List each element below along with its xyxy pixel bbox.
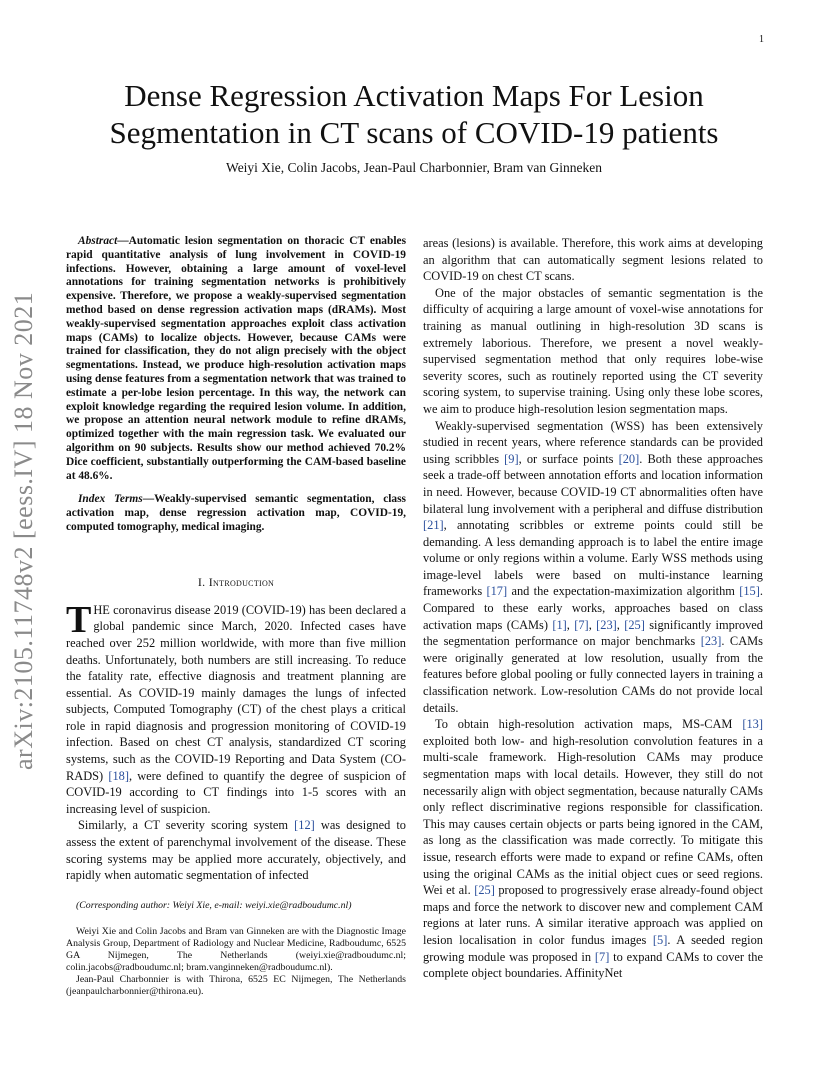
- citation-link[interactable]: [23]: [596, 617, 617, 632]
- citation-link[interactable]: [20]: [618, 451, 640, 466]
- p3-text: and the expectation-maximization algorithm: [507, 584, 740, 599]
- p3-text: ,: [566, 617, 575, 632]
- author-list: Weiyi Xie, Colin Jacobs, Jean-Paul Charbonnier, Bram van Ginneken: [226, 160, 602, 175]
- p3-text: significantly improved the segmentation performance on major benchmarks: [423, 617, 763, 649]
- intro-p2-text-b: was designed to assess the extent of parenchymal involvement of the disease. These scoring systems may be applied more accurately, objectively, and rapidly when automatic segmentation of infected: [66, 818, 406, 883]
- citation-link[interactable]: [5]: [652, 932, 668, 947]
- footnote-affiliation-2: Jean-Paul Charbonnier is with Thirona, 6525 EC Nijmegen, The Netherlands (jeanpaulcharbonnier@thirona.eu).: [66, 973, 406, 997]
- section-heading-introduction: I. Introduction: [197, 574, 275, 589]
- abstract-text: —Automatic lesion segmentation on thoracic CT enables rapid quantitative analysis of lung involvement in COVID-19 infections. However, obtaining a large amount of voxel-level annotations for training segmentation networks is prohibitively expensive. Therefore, we propose a weakly-supervised segmentation method based on dense regression activation maps (dRAMs). Most weakly-supervised segmentation approaches exploit class activation maps (CAMs) to localize objects. However, because CAMs were trained for classification, they do not align precisely with the object segmentations. Instead, we produce high-resolution activation maps using dense features from a segmentation network that was trained to estimate a per-lobe lesion percentage. In this way, the network can exploit knowledge regarding the required lesion volume. In addition, we propose an attention neural network module to refine dRAMs, optimized together with the main regression task. We evaluated our algorithm on 90 subjects. Results show our method achieved 70.2% Dice coefficient, substantially outperforming the CAM-based baseline at 48.6%.: [66, 235, 406, 482]
- p4-text: proposed to progressively erase already-found object maps and force the network to discover new and complement CAM regions at later runs. A similar iterative approach was applied on lesion localisation in color fundus images: [423, 883, 763, 947]
- citation-link[interactable]: [7]: [594, 949, 610, 964]
- p4-text: to expand CAMs to cover the complete object boundaries. AffinityNet: [423, 949, 763, 981]
- p3-text: , or surface points: [518, 451, 619, 466]
- citation-link[interactable]: [25]: [624, 617, 645, 632]
- page-number: 1: [759, 34, 764, 45]
- left-column: [66, 235, 406, 998]
- p3-text: Weakly-supervised segmentation (WSS) has been extensively studied in recent years, where reference standards can be provided using scribbles: [423, 418, 763, 466]
- citation-link[interactable]: [13]: [742, 717, 763, 732]
- intro-p1-text-b: , were defined to quantify the degree of suspicion of COVID-19 according to CT findings into 1-5 scores with an increasing level of suspicion.: [66, 768, 406, 816]
- index-terms: [66, 493, 406, 534]
- p3-text: . CAMs were originally generated at low resolution, usually from the features before global pooling or fully connected layers in training a classification network. Low-resolution CAMs do not provide local details.: [423, 634, 763, 715]
- citation-link[interactable]: [1]: [552, 617, 567, 632]
- right-paragraph-1: areas (lesions) is available. Therefore, this work aims at developing an algorithm that can automatically segment lesions related to COVID-19 on chest CT scans.: [423, 236, 763, 284]
- citation-link[interactable]: [17]: [486, 584, 508, 599]
- right-paragraph-3: [423, 418, 763, 717]
- p4-text: To obtain high-resolution activation maps, MS-CAM: [435, 717, 743, 732]
- citation-link[interactable]: [12]: [294, 818, 315, 833]
- abstract: [66, 235, 406, 483]
- intro-paragraph-1: [66, 598, 406, 818]
- p3-text: ,: [616, 617, 625, 632]
- intro-paragraph-2: [66, 817, 406, 883]
- p4-text: . A seeded region growing module was proposed in: [423, 932, 763, 964]
- footnote-affiliation-1: Weiyi Xie and Colin Jacobs and Bram van Ginneken are with the Diagnostic Image Analysis Group, Department of Radiology and Nuclear Medicine, Radboudumc, 6525 GA Nijmegen, The Netherlands (weiyi.xie@radboudumc.nl; colin.jacobs@radboudumc.nl; bram.vanginneken@radboudumc.nl).: [66, 925, 406, 973]
- citation-link[interactable]: [15]: [739, 584, 760, 599]
- intro-p2-text-a: Similarly, a CT severity scoring system: [78, 818, 295, 833]
- paper-title: Dense Regression Activation Maps For Lesion Segmentation in CT scans of COVID-19 patients: [109, 78, 719, 150]
- citation-link[interactable]: [18]: [108, 768, 129, 783]
- p3-text: ,: [588, 617, 597, 632]
- citation-link[interactable]: [7]: [574, 617, 589, 632]
- p3-text: , annotating scribbles or extreme points could still be demanding. A less demanding approach is to label the entire image volume or only regions within a volume. Early WSS methods using image-level labels were based on multi-instance learning frameworks: [423, 518, 763, 599]
- right-paragraph-2: One of the major obstacles of semantic segmentation is the difficulty of acquiring a large amount of voxel-wise annotations for training as manual outlining in high-resolution 3D scans is extremely laborious. Therefore, we present a novel weakly-supervised segmentation method that only requires lobe-wise severity scores, such as routinely reported using the CT severity scoring system, to supervise training. Using only these lobe scores, we aim to produce high-resolution lesion segmentation maps.: [423, 285, 763, 416]
- right-column: [423, 235, 763, 982]
- p3-text: . Both these approaches seek a trade-off between annotation efforts and location information in need. However, because COVID-19 CT abnormalities often have bilateral lung involvement with a peripheral and diffuse distribution: [423, 451, 764, 516]
- index-terms-text: —Weakly-supervised semantic segmentation, class activation map, dense regression activation map, COVID-19, computed tomography, medical imaging.: [66, 493, 406, 533]
- citation-link[interactable]: [9]: [504, 451, 519, 466]
- arxiv-identifier-stamp[interactable]: arXiv:2105.11748v2 [eess.IV] 18 Nov 2021: [9, 291, 38, 770]
- index-terms-lead: Index Terms: [78, 493, 143, 506]
- drop-cap: T: [66, 598, 92, 641]
- footnote-corresponding-author: (Corresponding author: Weiyi Xie, e-mail: weiyi.xie@radboudumc.nl): [76, 899, 352, 911]
- p4-text: exploited both low- and high-resolution convolution features in a multi-scale framework. High-resolution CAMs may produce segmentation maps with local details. However, they still do not necessarily align with object segmentation, because naturally CAMs only reflect discriminative regions responsible for classification. This may causes certain objects or parts being ignored in the CAM, as long as the classification was made correctly. To mitigate this issue, research efforts were made to expand or refine CAMs, often using the original CAMs as the initial object cues or seed regions. Wei et al.: [423, 733, 763, 898]
- p3-text: . Compared to these early works, approaches based on class activation maps (CAMs): [423, 584, 763, 632]
- intro-p1-text-a: HE coronavirus disease 2019 (COVID-19) has been declared a global pandemic since March, 2020. Infected cases have reached over 252 million worldwide, with more than five million deaths. Unfortunately, both numbers are still increasing. To reduce the fatality rate, effective diagnosis and treatment planning are essential. As COVID-19 mainly damages the lungs of infected subjects, Computed Tomography (CT) of the chest plays a critical role in rapid diagnosis and progression monitoring of COVID-19 infection. Based on chest CT analysis, standardized CT scoring systems, such as the COVID-19 Reporting and Data System (CO-RADS): [66, 602, 406, 783]
- citation-link[interactable]: [23]: [700, 634, 722, 649]
- footnotes: [66, 900, 406, 998]
- abstract-lead: Abstract: [78, 235, 118, 247]
- right-paragraph-4: [423, 716, 763, 982]
- citation-link[interactable]: [21]: [423, 518, 444, 533]
- citation-link[interactable]: [25]: [474, 883, 495, 898]
